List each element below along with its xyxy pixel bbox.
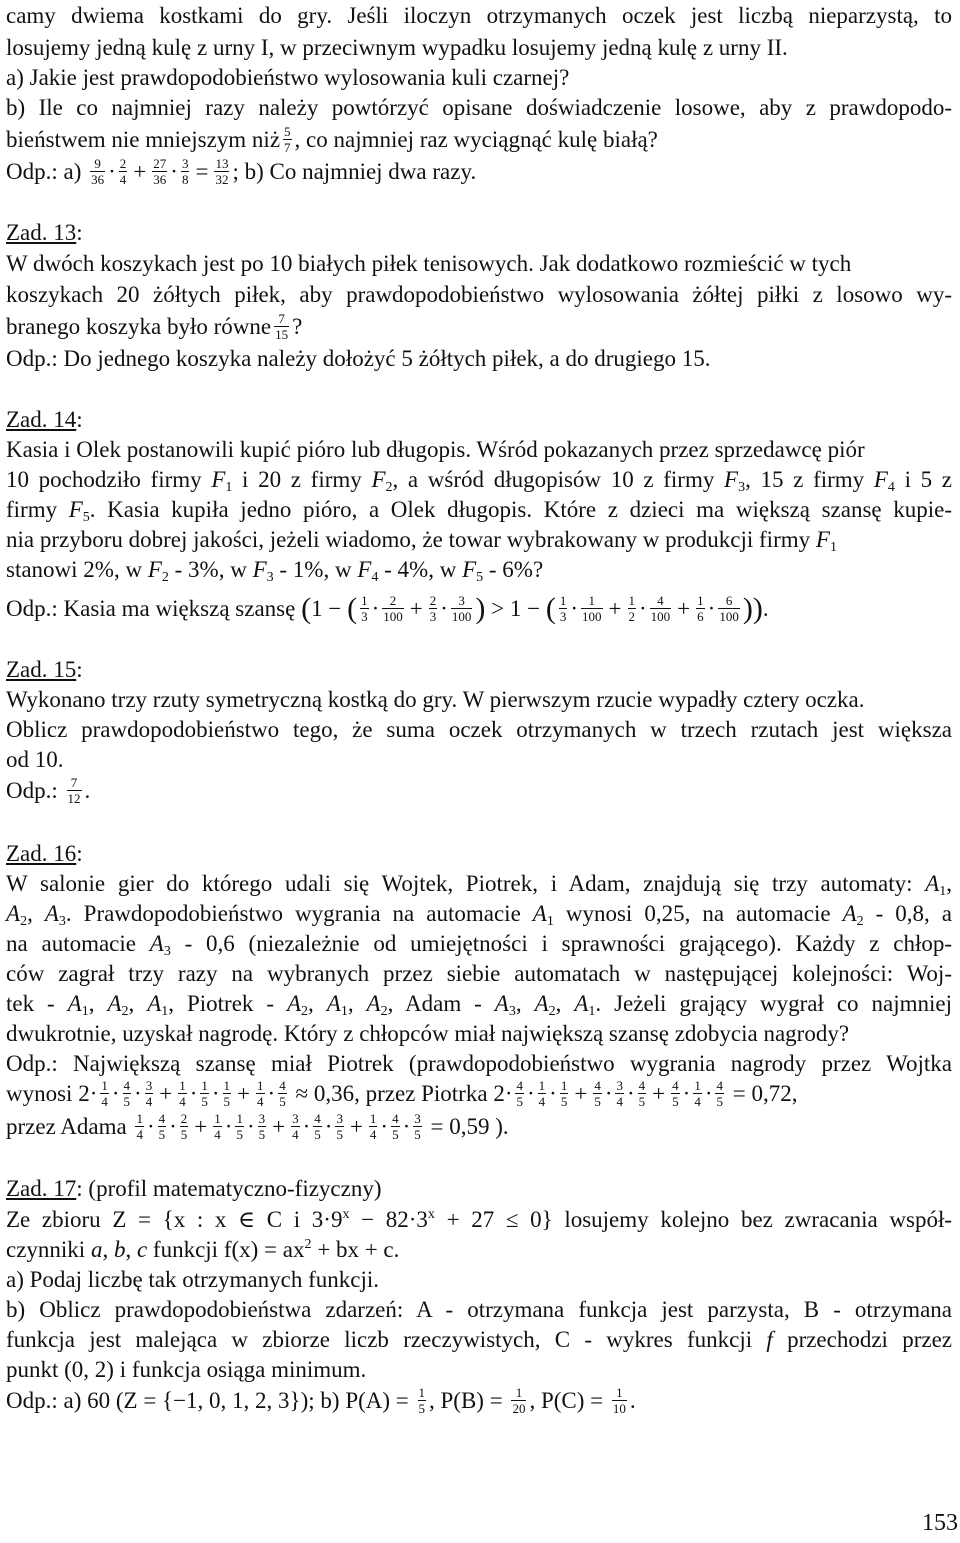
task-14-line-2 xyxy=(6,466,952,495)
task-16-line-4: ców zagrał trzy razy na wybranych przez siebie automatach w następującej kolejności: Woj- xyxy=(6,961,952,986)
answer-b: ; b) Co najmniej dwa razy. xyxy=(232,159,477,184)
intro-line-2: losujemy jedną kulę z urny I, w przeciwnym wypadku losujemy jedną kulę z urny II. xyxy=(6,35,788,60)
line-text: 10 pochodziło firmy $F_1$ i 20 z firmy $F_2$, a wśród długopisów 10 z firmy $F_3$, 15 z firmy $F_4$ i 5 z xyxy=(6,467,953,495)
task-15-answer: Odp.: $\frac{7}{12}$ . xyxy=(6,775,91,807)
task-14-line-3 xyxy=(6,496,952,525)
text: Ze zbioru xyxy=(6,1207,101,1232)
line-text: stanowi 2%, w $F_2 - 3\%$, w $F_3 - 1\%$, w $F_4 - 4\%$, w $F_5 - 6\%$? xyxy=(6,557,544,585)
task-13-answer: Odp.: Do jednego koszyka należy dołożyć 5 żółtych piłek, a do drugiego 15. xyxy=(6,346,711,371)
task-16-heading: Zad. 16: xyxy=(6,841,83,866)
task-title: Zad. 14 xyxy=(6,407,77,432)
piotrek-probability: 0,72 xyxy=(751,1081,792,1106)
text: branego koszyka było równe xyxy=(6,314,272,339)
fraction: $\frac{13}{32}$ xyxy=(215,156,229,188)
task-16-line-3 xyxy=(6,930,952,959)
fraction xyxy=(67,776,82,805)
task-17-line-5 xyxy=(6,1326,952,1355)
answer-label: Odp.: xyxy=(6,778,58,803)
adam-probability: 0,59 xyxy=(449,1114,490,1139)
wojtek-probability: 0,36 xyxy=(313,1081,355,1106)
intro-question-b-1: b) Ile co najmniej razy należy powtórzyć opisane doświadczenie losowe, aby z prawdopodo- xyxy=(6,95,952,120)
line-text: czynniki a, b, c funkcji $f(x) = ax^2$ + bx + c. xyxy=(6,1237,400,1262)
intro-line-1: camy dwiema kostkami do gry. Jeśli iloczyn otrzymanych oczek jest liczbą nieparzystą, to xyxy=(6,3,952,28)
task-14-line-1: Kasia i Olek postanowili kupić pióro lub długopis. Wśród pokazanych przez sprzedawcę piór xyxy=(6,437,865,462)
task-profile: : (profil matematyczno-fizyczny) xyxy=(76,1176,382,1201)
task-15-line-2: Oblicz prawdopodobieństwo tego, że suma oczek otrzymanych w trzech rzutach jest większa xyxy=(6,717,952,742)
fraction xyxy=(274,312,289,341)
task-14-heading: Zad. 14: xyxy=(6,407,83,432)
fraction: $\frac{2}{4}$ xyxy=(119,156,127,188)
line-text: funkcja jest malejąca w zbiorze liczb rzeczywistych, C - wykres funkcji f przechodzi przez xyxy=(6,1327,952,1352)
page-number: 153 xyxy=(922,1510,958,1536)
fraction: $\frac{3}{8}$ xyxy=(181,156,189,188)
line-text: na automacie $A_3 - 0,6$ (niezależnie od umiejętności i sprawności grającego). Każdy z chłop- xyxy=(6,931,952,959)
answer-label: Odp.: a) xyxy=(6,159,82,184)
intro-question-a: a) Jakie jest prawdopodobieństwo wylosowania kuli czarnej? xyxy=(6,65,570,90)
fraction xyxy=(283,125,292,154)
task-16-answer-1: Odp.: Największą szansę miał Piotrek (prawdopodobieństwo wygrania nagrody przez Wojtka xyxy=(6,1051,952,1076)
task-17-line-1 xyxy=(6,1206,952,1235)
line-text: tek - $A_1$, $A_2$, $A_1$, Piotrek - $A_2$, $A_1$, $A_2$, Adam - $A_3$, $A_2$, $A_1$. Jeżeli grający wygrał co najmniej xyxy=(6,991,952,1019)
line-text: $A_2$, $A_3$. Prawdopodobieństwo wygrania na automacie $A_1$ wynosi 0,25, na automacie $A_2 - 0,8$, a xyxy=(6,901,953,929)
task-14-answer: Odp.: Kasia ma większą szansę (1 − ( $\frac{1}{3}$ · $\frac{2}{100}$ + $\frac{2}{3}$ · $\frac{3}{100}$ ) > 1 − ( $\frac{1}{3}$ · $\frac{1}{100}$ + $\frac{1}{2}$ · $\frac{4}{100}$ + $\frac{1}{6}$ · $\frac{6}{100}$ )). xyxy=(6,592,769,625)
task-13-line-3 xyxy=(6,313,302,343)
task-14-line-5 xyxy=(6,556,543,585)
text: losujemy kolejno bez zwracania współ- xyxy=(564,1207,952,1232)
task-title: Zad. 15 xyxy=(6,657,77,682)
task-15-line-1: Wykonano trzy rzuty symetryczną kostką do gry. W pierwszym rzucie wypadły cztery oczka. xyxy=(6,687,865,712)
task-16-answer-3: przez Adama $\frac{1}{4}$ · $\frac{4}{5}$ · $\frac{2}{5}$ + $\frac{1}{4}$ · $\frac{1}{5}$ · $\frac{3}{5}$ + $\frac{3}{4}$ · $\frac{4}{5}$ · $\frac{3}{5}$ + $\frac{1}{4}$ · $\frac{4}{5}$ · $\frac{3}{5}$ = 0,59 ). xyxy=(6,1111,509,1143)
task-17-line-4: b) Oblicz prawdopodobieństwa zdarzeń: A - otrzymana funkcja jest parzysta, B - otrzymana xyxy=(6,1297,952,1322)
task-17-heading xyxy=(6,1175,382,1204)
fraction: $\frac{9}{36}$ xyxy=(91,156,105,188)
intro-answer: Odp.: a) $\frac{9}{36}$ · $\frac{2}{4}$ + $\frac{27}{36}$ · $\frac{3}{8}$ = $\frac{13}{32}$ ; b) Co najmniej dwa razy. xyxy=(6,156,477,188)
answer-text: Odp.: Kasia ma większą szansę xyxy=(6,596,296,621)
line-text: W salonie gier do którego udali się Wojtek, Piotrek, i Adam, znajdują się trzy automaty: $A_1$, xyxy=(6,871,952,899)
numerator: 5 xyxy=(284,124,291,140)
numerator: 7 xyxy=(274,312,289,327)
denominator: 15 xyxy=(275,327,289,343)
task-13-line-2: koszykach 20 żółtych piłek, aby prawdopodobieństwo wylosowania żółtej piłki z losowo wy- xyxy=(6,282,952,307)
line-text: nia przyboru dobrej jakości, jeżeli wiadomo, że towar wybrakowany w produkcji firmy $F_1$ xyxy=(6,527,837,555)
text: bieństwem nie mniejszym niż xyxy=(6,127,281,152)
text: , przez Piotrka xyxy=(354,1081,488,1106)
task-16-line-2 xyxy=(6,900,952,929)
answer-text: Odp.: a) 60 (Z = {−1, 0, 1, 2, 3}); b) xyxy=(6,1388,340,1413)
fraction: $\frac{27}{36}$ xyxy=(153,156,167,188)
text: ? xyxy=(292,314,303,339)
task-17-line-3: a) Podaj liczbę tak otrzymanych funkcji. xyxy=(6,1267,379,1292)
task-16-line-6: dwukrotnie, uzyskał nagrodę. Który z chłopców miał największą szansę zdobycia nagrody? xyxy=(6,1021,850,1046)
task-17-answer: Odp.: a) 60 (Z = {−1, 0, 1, 2, 3}); b) P(A) = $\frac{1}{5}$ , P(B) = $\frac{1}{20}$ , P(C) = $\frac{1}{10}$ . xyxy=(6,1385,636,1417)
task-title: Zad. 13 xyxy=(6,220,77,245)
text: , co najmniej raz wyciągnąć kulę białą? xyxy=(294,127,658,152)
task-16-answer-2: wynosi 2· $\frac{1}{4}$ · $\frac{4}{5}$ · $\frac{3}{4}$ + $\frac{1}{4}$ · $\frac{1}{5}$ · $\frac{1}{5}$ + $\frac{1}{4}$ · $\frac{4}{5}$ ≈ 0,36, przez Piotrka 2· $\frac{4}{5}$ · $\frac{1}{4}$ · $\frac{1}{5}$ + $\frac{4}{5}$ · $\frac{3}{4}$ · $\frac{4}{5}$ + $\frac{4}{5}$ · $\frac{1}{4}$ · $\frac{4}{5}$ = 0,72, xyxy=(6,1078,798,1110)
task-13-heading: Zad. 13: xyxy=(6,220,83,245)
task-14-line-4 xyxy=(6,526,837,555)
denominator: 7 xyxy=(284,140,291,156)
task-16-line-5 xyxy=(6,990,952,1019)
intro-question-b-2 xyxy=(6,126,658,156)
task-13-line-1: W dwóch koszykach jest po 10 białych piłek tenisowych. Jak dodatkowo rozmieścić w tych xyxy=(6,251,852,276)
text: wynosi xyxy=(6,1081,73,1106)
task-16-line-1 xyxy=(6,870,952,899)
task-17-line-2 xyxy=(6,1236,399,1265)
task-15-line-3: od 10. xyxy=(6,747,64,772)
task-15-heading: Zad. 15: xyxy=(6,657,83,682)
task-title: Zad. 17 xyxy=(6,1176,77,1201)
denominator: 12 xyxy=(67,791,81,807)
numerator: 7 xyxy=(67,776,82,791)
text: przez Adama xyxy=(6,1114,127,1139)
line-text: firmy $F_5$. Kasia kupiła jedno pióro, a Olek długopis. Które z dzieci ma większą szansę kupie- xyxy=(6,497,952,525)
task-title: Zad. 16 xyxy=(6,841,77,866)
task-17-line-6: punkt (0, 2) i funkcja osiąga minimum. xyxy=(6,1357,367,1382)
line-text: Ze zbioru Z = {x : x ∈ C i $3\cdot 9^x - 82\cdot 3^x + 27 \le 0$} losujemy kolejno bez zwracania współ- xyxy=(6,1207,952,1232)
